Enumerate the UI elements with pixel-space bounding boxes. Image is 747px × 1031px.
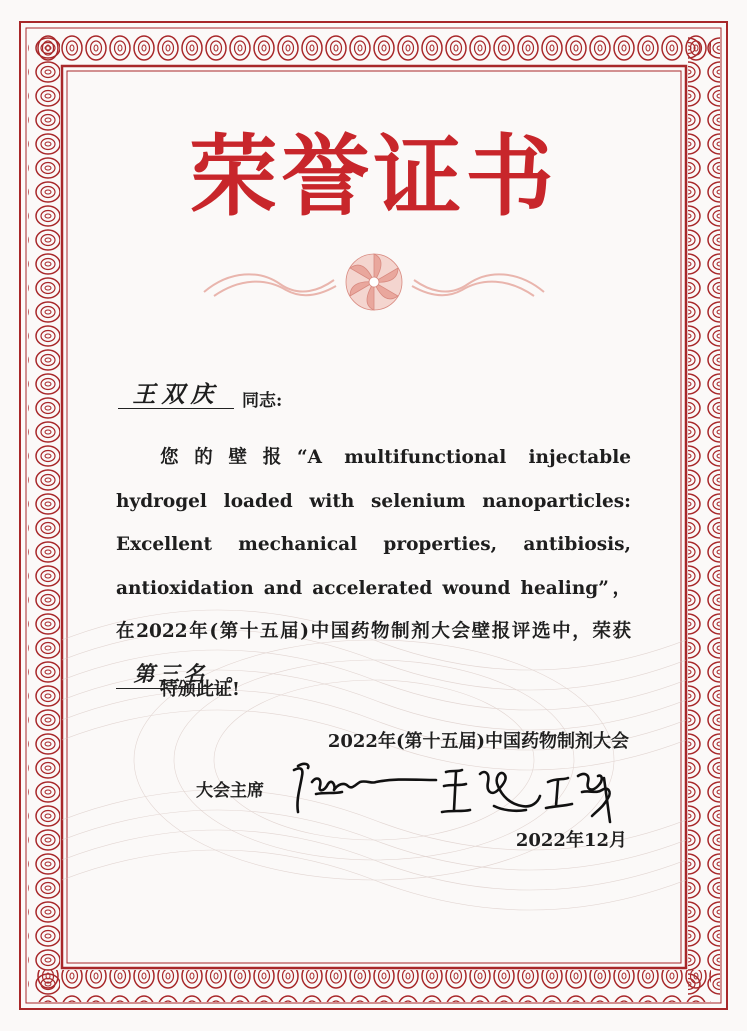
- certificate-title: 荣誉证书: [189, 124, 558, 228]
- award-rank: 第三名: [116, 660, 226, 689]
- issue-date: 2022年12月: [515, 830, 627, 851]
- recipient-name: 王双庆: [132, 381, 220, 408]
- chair-label: 大会主席: [196, 781, 264, 801]
- closing-text: 特颁此证!: [160, 679, 240, 700]
- salutation: 同志:: [242, 391, 283, 411]
- rosette-ornament: [200, 250, 548, 314]
- chair-signatures: [286, 756, 626, 826]
- body-text-suffix: 。: [226, 664, 245, 686]
- body-text-prefix: 您的壁报“A multifunctional injectable hydrogel loaded with selenium nanoparticles: Excellent mechanical properties, antibiosis, antioxidation and accelerated wound healing”，在2022年(第十五届)中国药物制剂大会壁报评选中，荣获: [116, 447, 631, 642]
- organizer-name: 2022年(第十五届)中国药物制剂大会: [327, 731, 629, 752]
- certificate-body: [116, 436, 631, 697]
